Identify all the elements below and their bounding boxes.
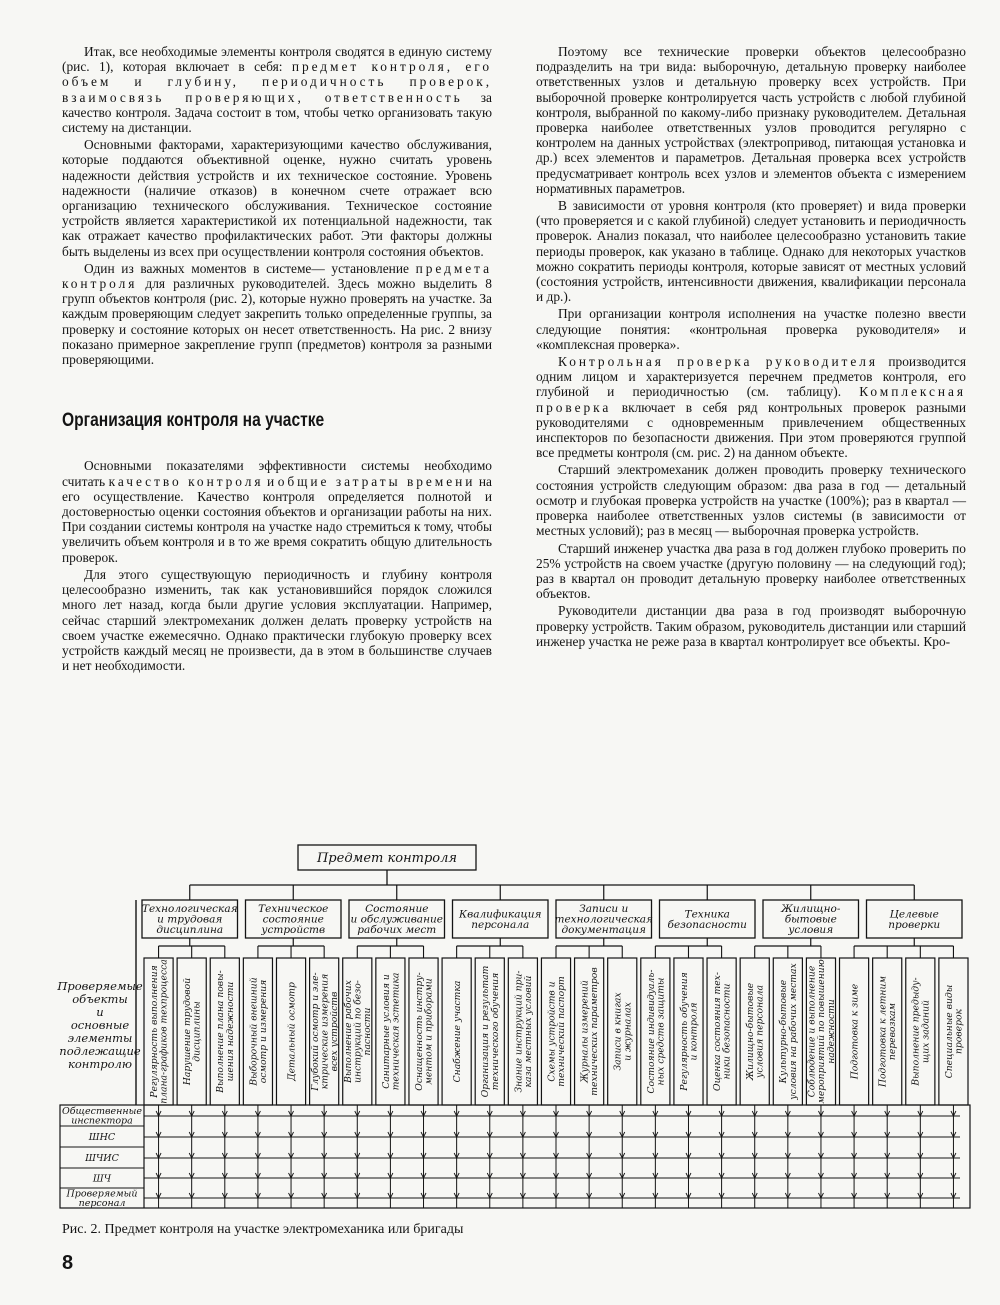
text-line: Проверяемые [57,979,143,994]
text-line: Общественные [61,1106,143,1118]
text-line: подлежащие [59,1044,141,1059]
item-label [745,982,766,1081]
group-label [668,908,748,931]
text-line: дисциплины [191,1001,203,1062]
text-line: Подготовка к летним [877,975,889,1088]
text-line: персонала [471,918,530,931]
text: на его осуществление. Качество контроля определяется полнотой и достоверностью оценки состояния объектов и организации работы на них. При создании системы контроля на участке надо стремиться к тому, чтобы увеличить объем контроля и в то же время сократить общую длительность проверок. [62,473,492,565]
spaced-text: предмет контроля, его объем и глубину, периодичность проверок, взаимосвязь проверяющих, ответственность [62,59,493,105]
text-line: инструкций по безо- [352,980,364,1083]
text-line: и контроля [688,1002,700,1061]
section-heading: Организация контроля на участке [62,410,325,432]
inspector-label [66,1189,138,1210]
text-line: безопасности [667,918,747,931]
text-line: надежности [825,999,837,1064]
inspector-label [84,1153,119,1164]
text-line: Глубокий осмотр и эле- [309,972,321,1091]
text-line: Подготовка к зиме [849,983,861,1080]
item-label [310,972,340,1091]
text-line: ШНС [88,1131,116,1143]
text-line: ШЧИС [85,1152,119,1164]
text-line: Технологическая [141,903,238,916]
text-line: плана-графиков техпроцесса [158,959,170,1104]
text-line: ментом и приборами [423,978,435,1085]
text-line: перевозкам [887,1002,899,1061]
top-box-label: Предмет контроля [316,851,458,866]
text-line: Выполнение предыду- [910,977,922,1086]
text-line: Техническое [258,903,329,916]
text-line: Регулярность обучения [678,972,690,1091]
text-line: Жилищно-бытовые [745,982,757,1081]
group-label [142,903,238,936]
text-line: ных средств защиты [655,977,667,1086]
group-label [351,903,443,936]
paragraph [536,354,966,460]
text-line: Схемы устройств и [546,981,558,1082]
text-line: Детальный осмотр [286,982,298,1081]
text-line: Квалификация [459,908,542,921]
inspector-label [62,1106,142,1127]
text-line: всех устройств [328,991,340,1072]
item-label [546,976,567,1087]
item-label [149,959,170,1104]
text-line: и [96,1005,104,1020]
text: за качество контроля. Задача состоит в том, чтобы четко организовать такую систему на дистанции. [62,89,492,136]
text-line: Организация и результат [480,965,492,1098]
text-line: Культурно-бытовые [778,979,790,1084]
spaced-text: общие затраты времени [277,473,476,489]
text: и [263,473,278,489]
text-line: Выборочный внешний [248,977,260,1086]
paragraph: Основными факторами, характеризующими качество обслуживания, которые поддаются объективной оценке, нужно считать уровень надежности действия устройств и их техническое состояние. Уровень надежности (наличие отказов) в конечном счете отражает всю организацию технического обслуживания. Техническое состояние устройств является характеристикой их потенциальной надежности, так как отражает качество профилактических работ. Эти факторы должны быть выделены из всех при осуществлении контроля состояния объектов. [62,137,492,259]
text: Основными показателями эффективности системы необходимо считать [62,458,492,489]
text-line: Целевые [889,908,939,921]
text-line: мероприятий по повышению [816,959,828,1104]
text-line: рабочих мест [357,924,437,937]
item-label [807,959,837,1104]
item-label [248,977,269,1086]
paragraph: Руководители дистанции два раза в год производят выборочную проверку устройств. Таким образом, руководитель дистанции или старший инженер участка не реже раза в квартал контролирует все объекты. Кро- [536,603,966,649]
item-label [182,978,203,1086]
text-line: Состояние индивидуаль- [645,969,657,1094]
right-column [536,44,966,651]
spaced-text: Контрольная проверка руководителя [558,354,878,370]
item-label [911,977,932,1086]
group-label [458,908,542,931]
paragraph: В зависимости от уровня контроля (кто проверяет) и вида проверки (что проверяется и с какой глубиной) следует установить и периодичность проверок. Анализ показал, что наиболее целесообразно установить такие периоды проверок, как указано в таблице. Однако для некоторых участков можно сократить периоды контроля, которые зависят от местных условий (состояния устройств, интенсивности движения, квалификации персонала и др.). [536,198,966,305]
text-line: ктрические измерения [319,973,331,1090]
text-line: Выполнение плана повы- [215,970,227,1093]
item-label [215,970,236,1093]
text-line: состояние [262,913,324,926]
text-line: ники безопасности [721,983,733,1080]
item-label [480,965,501,1097]
text-line: Нарушение трудовой [182,977,194,1086]
text-line: бытовые [784,913,837,926]
item-label [381,973,402,1091]
text-line: проверок [953,1008,965,1055]
text-line: условия [788,924,834,937]
item-label [613,992,634,1071]
paragraph: Поэтому все технические проверки объектов целесообразно подразделить на три вида: выборочную, детальную проверку наиболее ответственных узлов и детальную проверку всех устройств. При выборочной проверке контролируется часть устройств с любой глубиной контроля, выбранной по какому-либо признаку руководителем. Детальная проверка наиболее ответственных узлов проводится регулярно с контролем на данных устройствах (электропривод, питающая установка и др.) всех элементов и параметров. Детальная проверка всех устройств предусматривает контроль всех узлов и элементов объекта с измерением нормативных параметров. [536,44,966,196]
paragraph: Старший инженер участка два раза в год должен глубоко проверить по 25% устройств на своем участке (другую половину — на следующий год); раз в квартал он проводит детальную проверку наиболее ответственных объектов. [536,540,966,602]
spaced-text: Комплексная проверка [536,384,966,415]
item-label [849,983,860,1080]
control-subject-diagram [0,835,1000,1215]
text: производится одним лицом и характеризуется перечнем предметов контроля, его глубиной и периодичностью (см. таблицу). [536,354,967,400]
text-line: пасности [362,1007,374,1056]
text-line: и журналах [622,1002,634,1061]
text-line: осмотр и измерения [257,979,269,1084]
inspector-label [88,1132,116,1143]
text: для различных руководителей. Здесь можно выделить 8 групп объектов контроля (рис. 2), которые нужно проверять на участке. За каждым проверяющим следует закрепить только определенные группы, за проверку и состояние которых он несет ответственность. На рис. 2 внизу показано примерное закрепление групп (предметов) контроля за разными проверяющими. [62,276,492,368]
inspector-table [60,1105,970,1208]
page-number: 8 [62,1252,74,1274]
text-line: инспектора [71,1115,133,1127]
text-line: Записи и [579,903,629,916]
text-line: Оснащенность инстру- [413,972,425,1091]
text-line: технических параметров [589,967,601,1096]
item-label [343,979,373,1083]
item-label [679,972,700,1091]
paragraph: Старший электромеханик должен проводить проверку технического состояния устройств следующим образом: два раза в год — детальный осмотр и глубокая проверка устройств на участке (100%); раз в квартал — проверка наиболее ответственных узлов системы (в зависимости от местных условий); раз в месяц — выборочная проверка устройств. [536,462,966,539]
spaced-text: качество контроля [108,473,264,489]
item-label [414,972,435,1090]
text-line: Техника [684,908,730,921]
text-line: технического обучения [489,972,501,1091]
paragraph [62,44,492,135]
text-line: шения надежности [224,981,236,1082]
paragraph: При организации контроля исполнения на участке полезно ввести следующие понятия: «контрольная проверка руководителя» и «комплексная проверка». [536,306,966,352]
text-line: ШЧ [92,1173,112,1185]
text-line: и обслуживание [350,913,443,926]
text-line: Санитарные условия и [380,974,392,1089]
text: Один из важных моментов в системе— установление [84,260,416,276]
text-line: Журналы измерений [579,980,591,1083]
inspector-label [92,1173,112,1184]
left-axis-label [56,979,142,1071]
group-label [258,903,328,936]
item-label [452,981,463,1083]
group-label [780,903,841,936]
text-line: Записи в книгах [612,992,624,1071]
text: Итак, все необходимые элементы контроля сводятся в единую систему (рис. 1), которая включает в себя: [62,44,492,75]
text-line: каза местных условий [522,975,534,1088]
item-label [646,970,667,1094]
text-line: технический паспорт [556,976,568,1087]
text-line: Снабжение участка [451,980,463,1083]
text-line: Специальные виды [943,984,955,1079]
text-line: условия персонала [754,985,766,1078]
text-line: и трудовая [157,913,223,926]
text-line: Выполнение рабочих [342,980,354,1083]
text-line: щих заданий [920,1000,932,1063]
item-label [580,967,601,1095]
text-line: Проверяемый [66,1188,138,1200]
text-line: технологическая [554,913,654,926]
text-line: техническая эстетика [390,972,402,1091]
paragraph [62,261,492,367]
text-line: персонал [78,1198,126,1210]
text-line: Знание инструкций при- [513,970,525,1093]
figure-caption: Рис. 2. Предмет контроля на участке электромеханика или бригады [62,1222,464,1237]
item-label [712,972,733,1091]
item-label [513,970,534,1092]
item-label [944,985,965,1079]
text-line: Состояние [365,903,429,916]
text-line: основные [70,1018,130,1033]
text-line: элементы [67,1031,133,1046]
item-label [878,976,899,1088]
text-line: условия на рабочих местах [787,963,799,1100]
item-label [778,962,799,1100]
spaced-text: предмета контроля [62,260,492,292]
left-column [62,44,492,675]
text-line: Соблюдение и выполнение [806,965,818,1098]
group-label [888,908,940,931]
text-line: Жилищно- [781,903,841,916]
text-line: объекты [72,992,128,1007]
paragraph [62,458,492,564]
text: включает в себя ряд контрольных проверок разными руководителями с одновременным привлечением общественных инспекторов по безопасности движения. При этом проверяются группой все предметы контроля (см. рис. 2) на данном объекте. [536,399,966,461]
paragraph: Для этого существующую периодичность и глубину контроля целесообразно изменить, так как установившийся порядок сложился много лет назад, когда были другие условия эксплуатации. Например, сейчас старший электромеханик должен делать проверку устройств на своем участке ежемесячно. Однако практически глубокую проверку всех устройств каждый месяц не произвести, да в этом в большинстве случаев и нет необходимости. [62,566,492,674]
text-line: устройств [261,924,326,937]
text-line: документация [561,924,646,937]
group-label [554,903,653,936]
text-line: Регулярность выполнения [148,965,160,1098]
text-line: проверки [888,918,941,931]
text-line: контролю [67,1057,133,1072]
text-line: Оценка состояния тех- [712,972,724,1091]
item-label [286,982,297,1082]
text-line: дисциплина [156,924,224,937]
